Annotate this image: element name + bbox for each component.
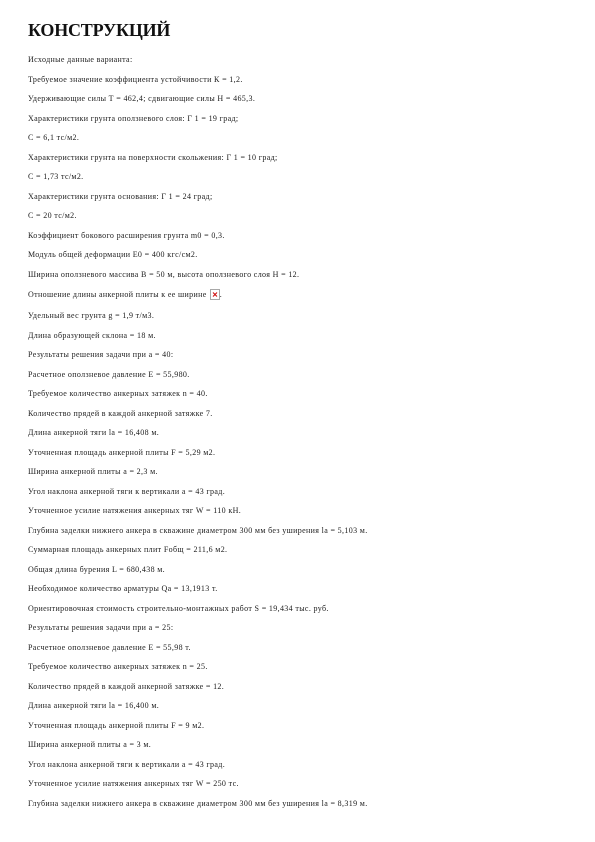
text-line: Характеристики грунта на поверхности скольжения: Г 1 = 10 град; [28, 152, 278, 162]
text-line: Удерживающие силы Т = 462,4; сдвигающие силы Н = 465,3. [28, 94, 256, 103]
text-line: Расчетное оползневое давление Е = 55,98 т. [28, 642, 191, 652]
text-line: Модуль общей деформации Е0 = 400 кгс/см2. [28, 250, 198, 259]
text-line: Уточненное усилие натяжения анкерных тяг W = 250 тс. [28, 779, 239, 788]
text-line: С = 1,73 тс/м2. [28, 172, 84, 181]
text-line: С = 20 тс/м2. [28, 211, 77, 220]
text-line: Глубина заделки нижнего анкера в скважине диаметром 300 мм без уширения la = 8,319 м. [28, 798, 368, 808]
ratio-line-end: . [219, 290, 223, 299]
text-line: Угол наклона анкерной тяги к вертикали a = 43 град. [28, 759, 226, 769]
section-heading-results-25: Результаты решения задачи при a = 25: [28, 623, 174, 632]
text-line: Необходимое количество арматуры Qa = 13,1913 т. [28, 584, 218, 593]
section-heading-results-40: Результаты решения задачи при a = 40: [28, 350, 174, 359]
text-line: Длина образующей склона = 18 м. [28, 330, 156, 340]
text-line: Характеристики грунта основания: Г 1 = 24 град; [28, 191, 213, 201]
broken-image-icon [210, 287, 223, 299]
text-line: Количество прядей в каждой анкерной затяжке = 12. [28, 681, 225, 691]
text-line: Коэффициент бокового расширения грунта m0 = 0,3. [28, 230, 225, 240]
text-line: Длина анкерной тяги la = 16,408 м. [28, 428, 160, 437]
ratio-line-text: Отношение длины анкерной плиты к ее ширине [28, 290, 207, 299]
text-line: Требуемое количество анкерных затяжек n = 40. [28, 389, 208, 398]
text-line: Ширина анкерной плиты а = 3 м. [28, 740, 152, 749]
text-line: Глубина заделки нижнего анкера в скважине диаметром 300 мм без уширения la = 5,103 м. [28, 525, 368, 535]
document-body [28, 50, 568, 813]
section-heading-initial-data: Исходные данные варианта: [28, 55, 133, 64]
text-line: С = 6,1 тс/м2. [28, 133, 80, 142]
text-line: Уточненное усилие натяжения анкерных тяг W = 110 кН. [28, 506, 242, 515]
page-title: КОНСТРУКЦИЙ [28, 20, 171, 40]
text-line-with-image [28, 284, 568, 306]
text-line: Ширина анкерной плиты а = 2,3 м. [28, 467, 158, 476]
text-line: Уточненная площадь анкерной плиты F = 9 м2. [28, 720, 205, 730]
text-line: Ориентировочная стоимость строительно-монтажных работ S = 19,434 тыс. руб. [28, 603, 329, 613]
text-line: Угол наклона анкерной тяги к вертикали a = 43 град. [28, 486, 226, 496]
text-line: Требуемое значение коэффициента устойчивости К = 1,2. [28, 74, 243, 84]
text-line: Суммарная площадь анкерных плит Fобщ = 211,6 м2. [28, 545, 228, 554]
text-line: Расчетное оползневое давление Е = 55,980. [28, 369, 190, 379]
text-line: Ширина оползневого массива В = 50 м, высота оползневого слоя Н = 12. [28, 269, 300, 279]
text-line: Длина анкерной тяги la = 16,400 м. [28, 701, 160, 710]
text-line: Удельный вес грунта g = 1,9 т/м3. [28, 311, 155, 320]
text-line: Общая длина бурения L = 680,438 м. [28, 564, 166, 574]
text-line: Количество прядей в каждой анкерной затяжке 7. [28, 408, 213, 418]
text-line: Уточненная площадь анкерной плиты F = 5,29 м2. [28, 447, 216, 457]
text-line: Требуемое количество анкерных затяжек n = 25. [28, 662, 208, 671]
text-line: Характеристики грунта оползневого слоя: Г 1 = 19 град; [28, 113, 239, 123]
